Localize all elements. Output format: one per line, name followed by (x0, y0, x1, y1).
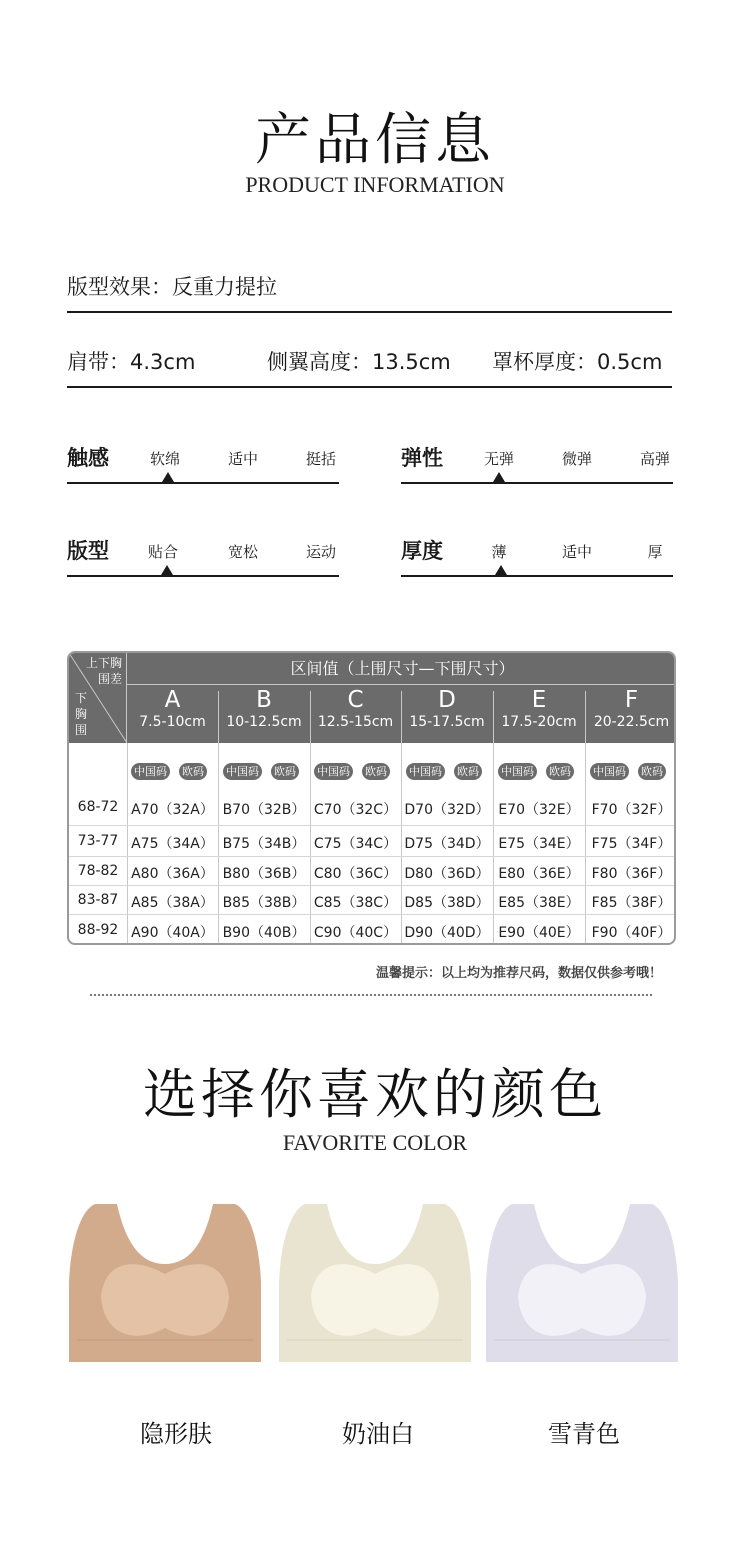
size-cell: F75（34F） (591, 836, 672, 852)
cup-column-header (401, 687, 493, 743)
side-wing-text: 侧翼高度：13.5cm (267, 350, 451, 374)
strap-text: 肩带：4.3cm (67, 350, 196, 374)
scale-elasticity (401, 444, 673, 484)
table-row-divider (69, 825, 676, 826)
scale-option: 厚 (647, 543, 663, 561)
size-cell: F85（38F） (591, 895, 672, 911)
size-cell: A80（36A） (131, 866, 214, 882)
bra-illustration-icon (277, 1200, 473, 1364)
eu-size-pill: 欧码 (271, 763, 299, 780)
size-cell: A85（38A） (131, 895, 214, 911)
bra-swatch-lilac[interactable] (484, 1200, 680, 1364)
size-cell: B90（40B） (222, 925, 306, 941)
under-bust-label: 73-77 (77, 833, 119, 849)
size-cell: C70（32C） (313, 802, 398, 818)
cup-column-header (218, 687, 310, 743)
cn-size-pill: 中国码 (498, 763, 537, 780)
scale-option: 运动 (305, 543, 336, 561)
scale-option: 适中 (561, 543, 592, 561)
scale-marker-icon (161, 565, 173, 575)
cup-range: 12.5-15cm (317, 714, 394, 730)
scale-touch (67, 444, 339, 484)
cup-column-header (127, 687, 218, 743)
cup-column-header (493, 687, 585, 743)
page-title: 产品信息 (255, 108, 495, 173)
cup-range: 17.5-20cm (501, 714, 577, 730)
under-bust-label: 83-87 (77, 892, 119, 908)
cn-size-pill: 中国码 (314, 763, 353, 780)
color-name: 隐形肤 (140, 1420, 212, 1448)
scale-thickness (401, 537, 673, 577)
eu-size-pill: 欧码 (638, 763, 666, 780)
scale-option: 宽松 (227, 543, 258, 561)
color-name: 奶油白 (342, 1420, 414, 1448)
cup-range: 10-12.5cm (226, 714, 302, 730)
cup-letter: A (164, 687, 181, 713)
range-span-header: 区间值（上围尺寸—下围尺寸） (127, 653, 676, 685)
bra-illustration-icon (484, 1200, 680, 1364)
eu-size-pill: 欧码 (454, 763, 482, 780)
cn-size-pill: 中国码 (131, 763, 170, 780)
size-cell: D75（34D） (404, 836, 490, 852)
corner-top-label: 上下胸围差 (85, 656, 122, 686)
bra-illustration-icon (67, 1200, 263, 1364)
cup-range: 7.5-10cm (139, 714, 206, 730)
cup-letter: E (531, 687, 547, 713)
cup-thickness-text: 罩杯厚度：0.5cm (492, 350, 663, 374)
scale-marker-icon (495, 565, 507, 575)
eu-size-pill: 欧码 (179, 763, 207, 780)
cn-size-pill: 中国码 (223, 763, 262, 780)
scale-option: 软绵 (149, 450, 180, 468)
size-cell: D70（32D） (404, 802, 490, 818)
eu-size-pill: 欧码 (546, 763, 574, 780)
scale-label: 弹性 (401, 446, 443, 470)
cup-letter: C (347, 687, 364, 713)
size-tip: 温馨提示：以上均为推荐尺码，数据仅供参考哦！ (375, 966, 662, 981)
cup-letter: D (438, 687, 456, 713)
table-row-divider (69, 914, 676, 915)
cn-size-pill: 中国码 (406, 763, 445, 780)
cup-range: 15-17.5cm (409, 714, 485, 730)
table-row-divider (69, 856, 676, 857)
dimensions-row (67, 343, 672, 388)
size-cell: D80（36D） (404, 866, 490, 882)
size-cell: B80（36B） (222, 866, 306, 882)
size-cell: A75（34A） (131, 836, 214, 852)
cup-column-header (585, 687, 676, 743)
scale-option: 高弹 (639, 450, 670, 468)
cn-size-pill: 中国码 (590, 763, 629, 780)
table-corner-cell (69, 653, 127, 743)
size-cell: E75（34E） (498, 836, 580, 852)
size-cell: C85（38C） (313, 895, 398, 911)
size-cell: F90（40F） (591, 925, 672, 941)
bra-swatch-skin[interactable] (67, 1200, 263, 1364)
fit-effect-text: 版型效果：反重力提拉 (67, 275, 277, 299)
size-cell: C90（40C） (313, 925, 398, 941)
size-cell: E70（32E） (498, 802, 580, 818)
under-bust-label: 68-72 (77, 799, 119, 815)
size-cell: B85（38B） (222, 895, 306, 911)
scale-option: 适中 (227, 450, 258, 468)
size-cell: B75（34B） (222, 836, 306, 852)
size-table (67, 651, 676, 945)
scale-option: 微弹 (561, 450, 592, 468)
cup-range: 20-22.5cm (593, 714, 670, 730)
size-cell: F80（36F） (591, 866, 672, 882)
size-cell: E85（38E） (498, 895, 580, 911)
scale-fit (67, 537, 339, 577)
scale-option: 贴合 (147, 543, 178, 561)
fit-effect-row (67, 268, 672, 313)
size-cell: D85（38D） (404, 895, 490, 911)
colors-title: 选择你喜欢的颜色 (143, 1063, 607, 1126)
bra-swatch-cream[interactable] (277, 1200, 473, 1364)
cup-letter: B (256, 687, 272, 713)
scale-marker-icon (162, 472, 174, 482)
color-name: 雪青色 (548, 1420, 620, 1448)
scale-marker-icon (493, 472, 505, 482)
cup-column-header (310, 687, 401, 743)
size-cell: C80（36C） (313, 866, 398, 882)
scale-option: 薄 (491, 543, 507, 561)
scale-label: 触感 (67, 446, 109, 470)
scale-label: 厚度 (401, 539, 443, 563)
dotted-divider (90, 994, 652, 996)
cup-letter: F (624, 687, 639, 713)
size-cell: E90（40E） (498, 925, 580, 941)
colors-subtitle: FAVORITE COLOR (282, 1130, 468, 1155)
page-subtitle: PRODUCT INFORMATION (245, 172, 505, 197)
size-cell: B70（32B） (222, 802, 306, 818)
scale-option: 挺括 (305, 450, 336, 468)
size-cell: A70（32A） (131, 802, 214, 818)
corner-bottom-label: 下胸围 (75, 691, 88, 737)
scale-label: 版型 (67, 539, 109, 563)
table-row-divider (69, 885, 676, 886)
size-cell: D90（40D） (404, 925, 490, 941)
size-cell: C75（34C） (313, 836, 398, 852)
size-cell: F70（32F） (591, 802, 672, 818)
eu-size-pill: 欧码 (362, 763, 390, 780)
size-cell: A90（40A） (131, 925, 214, 941)
under-bust-label: 78-82 (77, 863, 119, 879)
under-bust-label: 88-92 (77, 922, 119, 938)
size-cell: E80（36E） (498, 866, 580, 882)
scale-option: 无弹 (483, 450, 514, 468)
